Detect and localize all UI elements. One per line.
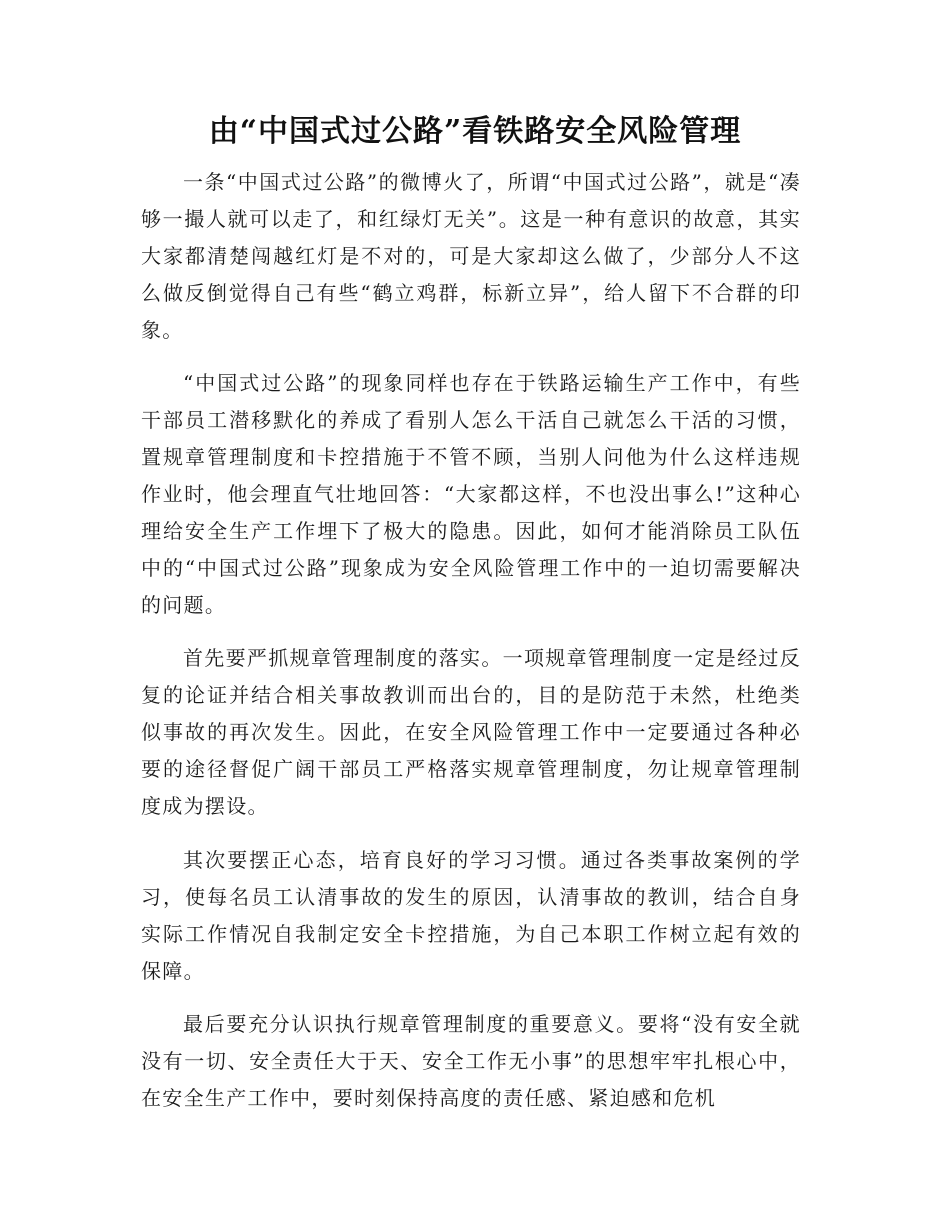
- paragraph-1: 一条“中国式过公路”的微博火了，所谓“中国式过公路”，就是“凑够一撮人就可以走了，和红绿灯无关”。这是一种有意识的故意，其实大家都清楚闯越红灯是不对的，可是大家却这么做了，少部分人不这么做反倒觉得自己有些“鹤立鸡群，标新立异”，给人留下不合群的印象。: [141, 170, 801, 342]
- paragraph-5: 最后要充分认识执行规章管理制度的重要意义。要将“没有安全就没有一切、安全责任大于天、安全工作无小事”的思想牢牢扎根心中，在安全生产工作中，要时刻保持高度的责任感、紧迫感和危机: [141, 1012, 801, 1110]
- paragraph-3: 首先要严抓规章管理制度的落实。一项规章管理制度一定是经过反复的论证并结合相关事故教训而出台的，目的是防范于未然，杜绝类似事故的再次发生。因此，在安全风险管理工作中一定要通过各种必要的途径督促广阔干部员工严格落实规章管理制度，勿让规章管理制度成为摆设。: [141, 646, 801, 818]
- document-title: 由“中国式过公路”看铁路安全风险管理: [208, 114, 742, 149]
- paragraph-4: 其次要摆正心态，培育良好的学习习惯。通过各类事故案例的学习，使每名员工认清事故的发生的原因，认清事故的教训，结合自身实际工作情况自我制定安全卡控措施，为自己本职工作树立起有效的保障。: [141, 848, 801, 983]
- paragraph-2: “中国式过公路”的现象同样也存在于铁路运输生产工作中，有些干部员工潜移默化的养成了看别人怎么干活自己就怎么干活的习惯，置规章管理制度和卡控措施于不管不顾，当别人问他为什么这样违规作业时，他会理直气壮地回答：“大家都这样，不也没出事么!”这种心理给安全生产工作埋下了极大的隐患。因此，如何才能消除员工队伍中的“中国式过公路”现象成为安全风险管理工作中的一迫切需要解决的问题。: [141, 371, 801, 617]
